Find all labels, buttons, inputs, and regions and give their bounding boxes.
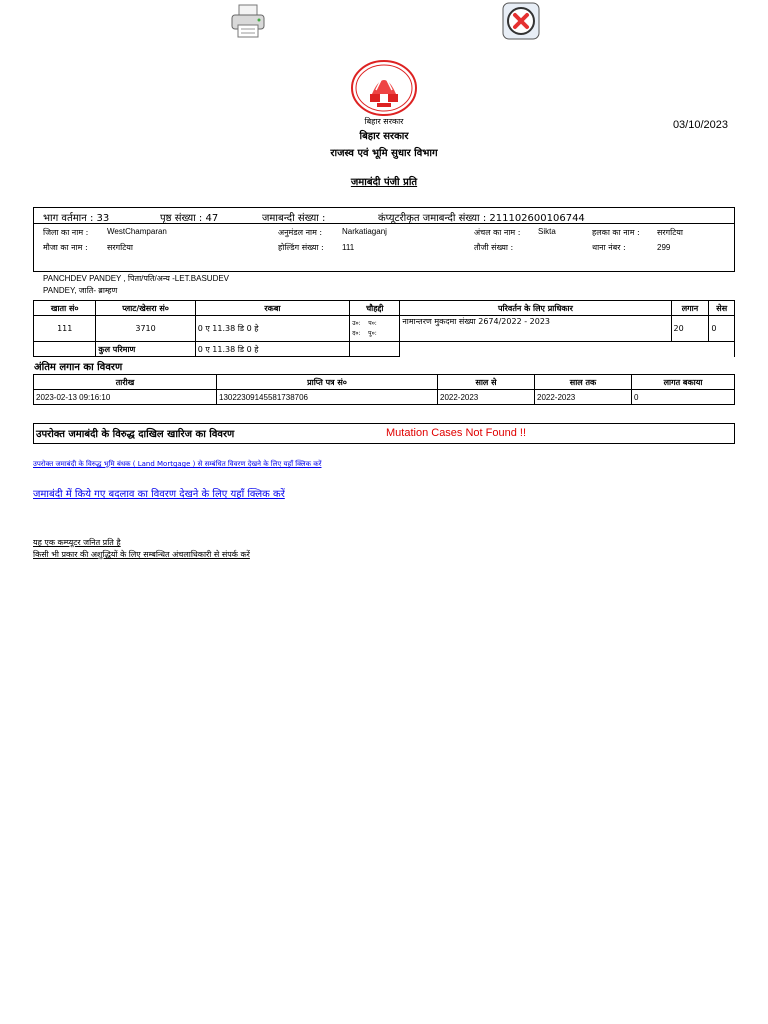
zila-label: जिला का नाम :: [43, 228, 89, 237]
total-row: [34, 342, 735, 357]
ses-cell: 0: [709, 316, 735, 342]
col-khesra: प्लाट/खेसरा सं०: [96, 301, 195, 316]
document-date: 03/10/2023: [672, 119, 728, 131]
prishth-sankhya: पृष्ठ संख्या : 47: [160, 213, 219, 224]
total-value: 0 ए 11.38 डि 0 हे: [195, 342, 350, 357]
anchal-label: अंचल का नाम :: [474, 228, 521, 237]
table-row: [34, 316, 735, 342]
mutation-title: उपरोक्त जमाबंदी के विरुद्ध दाखिल खारिज का विवरण: [36, 429, 235, 440]
chauhaddi-west: प०:: [368, 319, 377, 327]
anumandal-label: अनुमंडल नाम :: [278, 228, 323, 237]
col-chauhaddi: चौहद्दी: [350, 301, 400, 316]
thana-label: थाना नंबर :: [592, 243, 626, 252]
lagan-cell: 20: [671, 316, 709, 342]
land-mortgage-link[interactable]: उपरोक्त जमाबंदी के विरुद्ध भूमि बंधक ( Land Mortgage ) से सम्बंधित विवरण देखने के लिए यहाँ क्लिक करें: [33, 460, 322, 468]
chauhaddi-cell: [350, 316, 400, 342]
bihar-government-seal: [350, 60, 418, 116]
bakaya-cell: 0: [632, 390, 735, 405]
owner-line-1: PANCHDEV PANDEY , पिता/पति/अन्य -LET.BASUDEV: [43, 274, 230, 283]
seal-caption: बिहार सरकार: [364, 117, 404, 126]
col-tarikh: तारीख: [34, 375, 217, 390]
khesra-cell: 3710: [96, 316, 195, 342]
col-prapti: प्राप्ति पत्र सं०: [217, 375, 438, 390]
table-row: [34, 390, 735, 405]
lagan-table: [33, 374, 735, 405]
khata-cell: 111: [34, 316, 96, 342]
lagan-section-title: अंतिम लगान का विवरण: [34, 362, 123, 373]
col-saal-tak: साल तक: [535, 375, 632, 390]
saal-tak-cell: 2022-2023: [535, 390, 632, 405]
chauhaddi-east: पु०:: [368, 329, 377, 337]
prapti-cell: 13022309145581738706: [217, 390, 438, 405]
document-title: जमाबंदी पंजी प्रति: [350, 177, 418, 188]
government-name: बिहार सरकार: [359, 131, 409, 142]
jamabandi-changes-link[interactable]: जमाबंदी में किये गए बदलाव का विवरण देखने के लिए यहाँ क्लिक करें: [33, 489, 285, 500]
zila-value: WestChamparan: [107, 227, 167, 236]
halka-label: हलका का नाम :: [592, 228, 640, 237]
close-circle-icon[interactable]: [502, 2, 540, 40]
rakba-cell: 0 ए 11.38 डि 0 हे: [195, 316, 350, 342]
holding-value: 111: [342, 243, 355, 252]
col-saal-se: साल से: [438, 375, 535, 390]
contact-note: किसी भी प्रकार की अशुद्धियों के लिए सम्बन्धित अंचलाधिकारी से संपर्क करें: [33, 550, 250, 559]
computerized-jamabandi-number: कंप्यूटरीकृत जमाबन्दी संख्या : 211102600106744: [378, 213, 585, 224]
col-lagat-bakaya: लागत बकाया: [632, 375, 735, 390]
thana-value: 299: [657, 243, 671, 252]
mauja-label: मौजा का नाम :: [43, 243, 88, 252]
anumandal-value: Narkatiaganj: [342, 227, 387, 236]
halka-value: सरगटिया: [657, 228, 683, 237]
chauhaddi-north: उ०:: [352, 319, 361, 327]
printer-icon[interactable]: [229, 2, 267, 40]
tarikh-cell: 2023-02-13 09:16:10: [34, 390, 217, 405]
anchal-value: Sikta: [538, 227, 556, 236]
col-khata: खाता सं०: [34, 301, 96, 316]
chauhaddi-south: द०:: [352, 329, 361, 337]
mauja-value: सरगटिया: [107, 243, 133, 252]
computer-generated-note: यह एक कम्प्यूटर जनित प्रति है: [33, 538, 121, 547]
land-details-table: [33, 300, 735, 357]
adhikar-cell: नामान्तरण मुकदमा संख्या 2674/2022 - 2023: [400, 316, 671, 342]
jamabandi-sankhya: जमाबन्दी संख्या :: [262, 213, 326, 224]
col-adhikar: परिवर्तन के लिए प्राधिकार: [400, 301, 671, 316]
bhag-vartaman: भाग वर्तमान : 33: [43, 213, 110, 224]
col-lagan: लगान: [671, 301, 709, 316]
tauji-label: तौजी संख्या :: [474, 243, 514, 252]
col-rakba: रकबा: [195, 301, 350, 316]
col-ses: सेस: [709, 301, 735, 316]
owner-line-2: PANDEY, जाति- ब्राम्हण: [43, 286, 118, 295]
mutation-status: Mutation Cases Not Found !!: [386, 427, 527, 439]
total-label: कुल परिमाण: [96, 342, 195, 357]
holding-label: होल्डिंग संख्या :: [278, 243, 324, 252]
saal-se-cell: 2022-2023: [438, 390, 535, 405]
department-name: राजस्व एवं भूमि सुधार विभाग: [330, 148, 438, 159]
